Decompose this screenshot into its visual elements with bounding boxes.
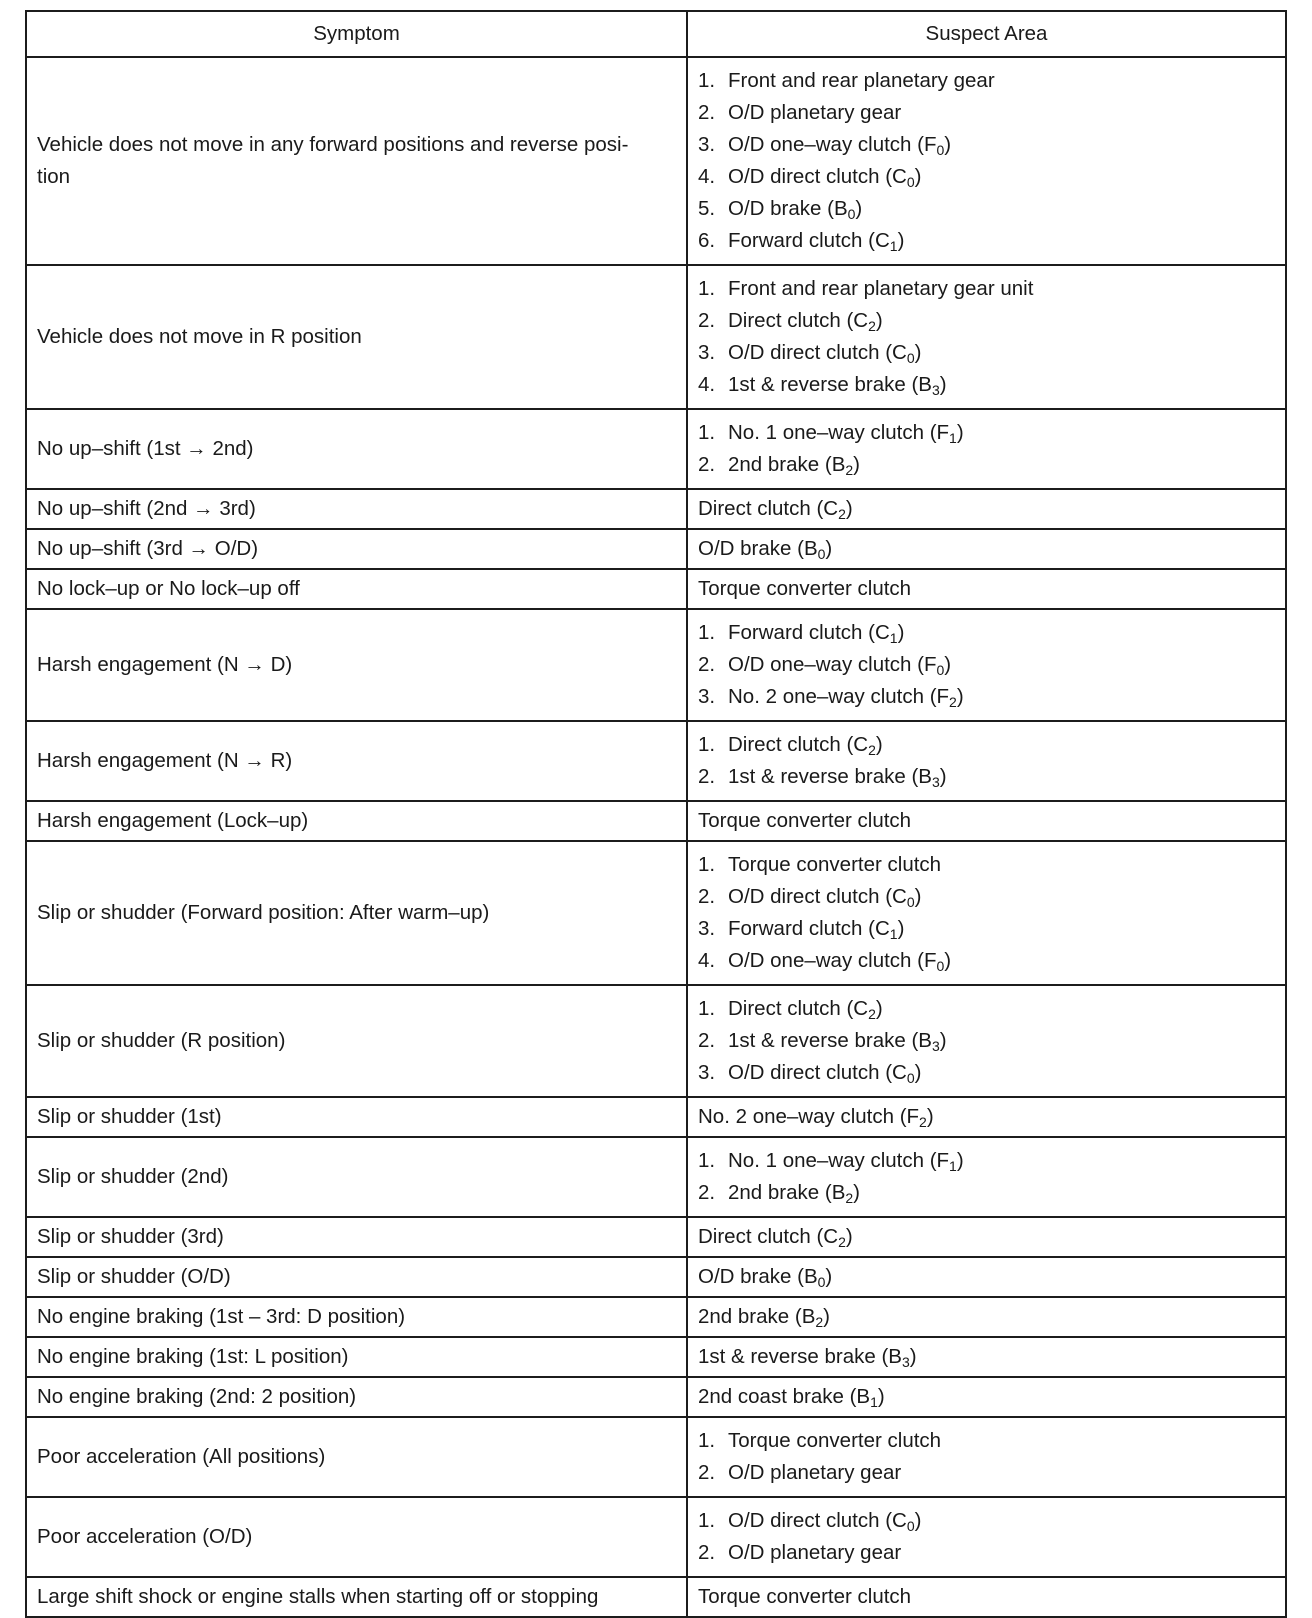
item-close-paren: ) [944, 653, 952, 676]
suspect-item [698, 1537, 1275, 1569]
item-subscript: 0 [906, 174, 915, 190]
suspect-item [698, 533, 1275, 565]
suspect-cell [687, 57, 1286, 265]
suspect-cell [687, 1097, 1286, 1137]
symptom-text: Vehicle does not move in R position [37, 325, 362, 348]
suspect-cell [687, 1497, 1286, 1577]
symptom-cell [26, 569, 687, 609]
table-row [26, 1417, 1286, 1497]
symptom-text: No lock–up or No lock–up off [37, 577, 300, 600]
item-subscript: 3 [931, 382, 940, 398]
symptom-text: No up–shift (1st → 2nd) [37, 437, 254, 460]
suspect-cell [687, 1337, 1286, 1377]
item-number: 3. [698, 685, 716, 708]
item-number: 3. [698, 133, 716, 156]
symptom-text: No engine braking (2nd: 2 position) [37, 1385, 357, 1408]
item-subscript: 2 [845, 1190, 854, 1206]
table-row [26, 1377, 1286, 1417]
suspect-item [698, 1145, 1275, 1177]
suspect-item [698, 993, 1275, 1025]
item-text: O/D direct clutch (C [728, 1509, 907, 1532]
item-number: 2. [698, 453, 716, 476]
symptom-cell [26, 1137, 687, 1217]
item-close-paren: ) [897, 621, 905, 644]
symptom-cell [26, 841, 687, 985]
item-close-paren: ) [914, 1061, 922, 1084]
item-close-paren: ) [825, 1265, 833, 1288]
suspect-cell [687, 569, 1286, 609]
item-text: No. 2 one–way clutch (F [698, 1105, 920, 1128]
item-close-paren: ) [939, 1029, 947, 1052]
suspect-item [698, 1581, 1275, 1613]
table-row [26, 489, 1286, 529]
table-row [26, 265, 1286, 409]
table-row [26, 57, 1286, 265]
symptom-cell [26, 265, 687, 409]
item-subscript: 2 [949, 694, 957, 710]
suspect-item [698, 1101, 1275, 1133]
item-number: 5. [698, 197, 716, 220]
suspect-item [698, 1057, 1275, 1089]
suspect-item [698, 305, 1275, 337]
item-text: 1st & reverse brake (B [728, 373, 932, 396]
item-text: O/D one–way clutch (F [728, 133, 937, 156]
item-close-paren: ) [939, 373, 947, 396]
suspect-item [698, 193, 1275, 225]
item-subscript: 1 [949, 1158, 957, 1174]
table-row [26, 1497, 1286, 1577]
item-text: Forward clutch (C [728, 621, 890, 644]
symptom-cell [26, 609, 687, 721]
suspect-item [698, 1025, 1275, 1057]
suspect-cell [687, 409, 1286, 489]
suspect-item [698, 945, 1275, 977]
symptom-text: No engine braking (1st: L position) [37, 1345, 349, 1368]
symptom-text: Harsh engagement (N → D) [37, 653, 293, 676]
symptom-text: Slip or shudder (2nd) [37, 1165, 229, 1188]
item-close-paren: ) [914, 885, 922, 908]
item-close-paren: ) [875, 733, 883, 756]
symptom-text: No up–shift (3rd → O/D) [37, 537, 259, 560]
item-number: 1. [698, 997, 716, 1020]
suspect-item [698, 1505, 1275, 1537]
item-number: 1. [698, 1149, 716, 1172]
item-text: No. 1 one–way clutch (F [728, 421, 950, 444]
item-text: O/D one–way clutch (F [728, 949, 937, 972]
symptom-cell [26, 721, 687, 801]
table-row [26, 1097, 1286, 1137]
symptom-text: Harsh engagement (N → R) [37, 749, 293, 772]
suspect-item [698, 1425, 1275, 1457]
item-close-paren: ) [853, 453, 860, 476]
symptom-cell [26, 1217, 687, 1257]
item-subscript: 1 [889, 926, 898, 942]
item-subscript: 2 [868, 1006, 876, 1022]
item-text: 1st & reverse brake (B [698, 1345, 902, 1368]
table-row [26, 1137, 1286, 1217]
item-text: Front and rear planetary gear [728, 69, 995, 92]
item-subscript: 2 [838, 1234, 846, 1250]
item-close-paren: ) [823, 1305, 830, 1328]
suspect-cell [687, 1217, 1286, 1257]
item-text: Torque converter clutch [698, 577, 912, 600]
table-row [26, 1337, 1286, 1377]
item-number: 2. [698, 1181, 716, 1204]
suspect-item [698, 617, 1275, 649]
item-close-paren: ) [875, 997, 883, 1020]
item-text: O/D planetary gear [728, 1461, 902, 1484]
suspect-item [698, 913, 1275, 945]
symptom-text: Harsh engagement (Lock–up) [37, 809, 309, 832]
item-text: Forward clutch (C [728, 917, 890, 940]
item-close-paren: ) [897, 917, 905, 940]
symptom-cell [26, 1497, 687, 1577]
symptom-text: Poor acceleration (All positions) [37, 1445, 326, 1468]
symptom-cell [26, 529, 687, 569]
item-subscript: 0 [906, 1070, 915, 1086]
suspect-item [698, 97, 1275, 129]
suspect-item [698, 417, 1275, 449]
suspect-item [698, 1457, 1275, 1489]
suspect-cell [687, 1377, 1286, 1417]
table-row [26, 801, 1286, 841]
suspect-cell [687, 1417, 1286, 1497]
item-text: Forward clutch (C [728, 229, 890, 252]
item-number: 4. [698, 373, 716, 396]
symptom-text: No engine braking (1st – 3rd: D position) [37, 1305, 406, 1328]
item-close-paren: ) [845, 497, 853, 520]
item-close-paren: ) [956, 1149, 964, 1172]
item-subscript: 3 [901, 1354, 910, 1370]
symptom-cell [26, 1257, 687, 1297]
item-number: 1. [698, 1509, 716, 1532]
item-text: No. 2 one–way clutch (F [728, 685, 950, 708]
item-subscript: 2 [919, 1114, 927, 1130]
item-subscript: 0 [817, 546, 826, 562]
item-subscript: 1 [870, 1394, 878, 1410]
item-text: Torque converter clutch [728, 853, 942, 876]
item-number: 2. [698, 101, 716, 124]
symptom-cell [26, 1377, 687, 1417]
item-close-paren: ) [825, 537, 833, 560]
item-text: O/D planetary gear [728, 1541, 902, 1564]
item-close-paren: ) [939, 765, 947, 788]
table-row [26, 609, 1286, 721]
header-row [26, 11, 1286, 57]
item-text: O/D direct clutch (C [728, 1061, 907, 1084]
item-subscript: 3 [931, 774, 940, 790]
item-subscript: 0 [906, 894, 915, 910]
suspect-cell [687, 841, 1286, 985]
suspect-item [698, 1341, 1275, 1373]
item-number: 3. [698, 917, 716, 940]
symptom-cell [26, 57, 687, 265]
item-close-paren: ) [845, 1225, 853, 1248]
item-subscript: 2 [868, 318, 876, 334]
item-subscript: 1 [949, 430, 957, 446]
item-text: 2nd brake (B [698, 1305, 816, 1328]
suspect-cell [687, 529, 1286, 569]
suspect-item [698, 337, 1275, 369]
item-subscript: 2 [815, 1314, 824, 1330]
item-number: 2. [698, 1029, 716, 1052]
item-close-paren: ) [944, 133, 952, 156]
table-body [26, 57, 1286, 1617]
item-close-paren: ) [855, 197, 863, 220]
suspect-cell [687, 489, 1286, 529]
item-text: O/D direct clutch (C [728, 341, 907, 364]
header-suspect-area: Suspect Area [687, 11, 1286, 57]
symptom-cell [26, 1417, 687, 1497]
item-number: 2. [698, 1541, 716, 1564]
suspect-item [698, 729, 1275, 761]
symptom-text: Slip or shudder (1st) [37, 1105, 222, 1128]
suspect-item [698, 493, 1275, 525]
item-text: No. 1 one–way clutch (F [728, 1149, 950, 1172]
item-text: 1st & reverse brake (B [728, 1029, 932, 1052]
item-text: 2nd coast brake (B [698, 1385, 871, 1408]
suspect-item [698, 1261, 1275, 1293]
item-subscript: 0 [906, 1518, 915, 1534]
symptom-text: No up–shift (2nd → 3rd) [37, 497, 256, 520]
item-number: 2. [698, 1461, 716, 1484]
item-number: 2. [698, 309, 716, 332]
item-text: O/D brake (B [698, 1265, 818, 1288]
symptom-cell [26, 1337, 687, 1377]
item-subscript: 0 [936, 142, 945, 158]
item-subscript: 0 [936, 662, 945, 678]
item-text: 1st & reverse brake (B [728, 765, 932, 788]
suspect-cell [687, 609, 1286, 721]
suspect-cell [687, 1137, 1286, 1217]
item-text: Torque converter clutch [698, 1585, 912, 1608]
item-subscript: 0 [817, 1274, 826, 1290]
item-text: Direct clutch (C [698, 497, 839, 520]
symptom-text: Large shift shock or engine stalls when starting off or stopping [37, 1585, 599, 1608]
item-close-paren: ) [914, 341, 922, 364]
symptom-text: Slip or shudder (O/D) [37, 1265, 231, 1288]
item-number: 2. [698, 765, 716, 788]
item-close-paren: ) [956, 685, 964, 708]
symptom-cell [26, 409, 687, 489]
table-row [26, 1297, 1286, 1337]
item-number: 1. [698, 277, 716, 300]
suspect-item [698, 369, 1275, 401]
item-text: Direct clutch (C [728, 733, 869, 756]
suspect-item [698, 849, 1275, 881]
item-text: O/D one–way clutch (F [728, 653, 937, 676]
suspect-item [698, 129, 1275, 161]
item-subscript: 0 [906, 350, 915, 366]
symptom-text: Vehicle does not move in any forward positions and reverse posi- tion [37, 133, 629, 188]
suspect-item [698, 649, 1275, 681]
item-close-paren: ) [956, 421, 964, 444]
suspect-item [698, 1177, 1275, 1209]
table-row [26, 985, 1286, 1097]
item-subscript: 0 [847, 206, 856, 222]
item-text: 2nd brake (B [728, 453, 846, 476]
item-text: Direct clutch (C [698, 1225, 839, 1248]
item-number: 2. [698, 885, 716, 908]
item-number: 1. [698, 1429, 716, 1452]
suspect-item [698, 273, 1275, 305]
item-text: Torque converter clutch [698, 809, 912, 832]
suspect-item [698, 681, 1275, 713]
item-number: 3. [698, 341, 716, 364]
item-number: 3. [698, 1061, 716, 1084]
symptom-cell [26, 1577, 687, 1617]
item-number: 4. [698, 949, 716, 972]
suspect-cell [687, 265, 1286, 409]
item-close-paren: ) [926, 1105, 934, 1128]
header-symptom: Symptom [26, 11, 687, 57]
suspect-item [698, 449, 1275, 481]
item-text: O/D planetary gear [728, 101, 902, 124]
item-text: Direct clutch (C [728, 997, 869, 1020]
item-number: 1. [698, 69, 716, 92]
item-close-paren: ) [914, 1509, 922, 1532]
item-subscript: 1 [889, 238, 898, 254]
suspect-cell [687, 985, 1286, 1097]
table-row [26, 721, 1286, 801]
item-close-paren: ) [853, 1181, 860, 1204]
item-number: 1. [698, 421, 716, 444]
table-row [26, 1577, 1286, 1617]
item-number: 1. [698, 621, 716, 644]
symptom-text: Poor acceleration (O/D) [37, 1525, 253, 1548]
symptom-text: Slip or shudder (R position) [37, 1029, 286, 1052]
item-number: 4. [698, 165, 716, 188]
suspect-item [698, 1381, 1275, 1413]
item-subscript: 2 [838, 506, 846, 522]
suspect-item [698, 161, 1275, 193]
table-row [26, 841, 1286, 985]
suspect-cell [687, 801, 1286, 841]
item-subscript: 2 [868, 742, 876, 758]
table-row [26, 1217, 1286, 1257]
item-number: 2. [698, 653, 716, 676]
suspect-item [698, 805, 1275, 837]
item-close-paren: ) [909, 1345, 917, 1368]
item-number: 6. [698, 229, 716, 252]
suspect-item [698, 65, 1275, 97]
suspect-item [698, 1221, 1275, 1253]
table-row [26, 1257, 1286, 1297]
table-row [26, 409, 1286, 489]
item-close-paren: ) [944, 949, 952, 972]
suspect-item [698, 1301, 1275, 1333]
item-text: 2nd brake (B [728, 1181, 846, 1204]
suspect-cell [687, 1577, 1286, 1617]
item-close-paren: ) [875, 309, 883, 332]
item-text: O/D brake (B [728, 197, 848, 220]
suspect-item [698, 225, 1275, 257]
suspect-item [698, 573, 1275, 605]
item-close-paren: ) [877, 1385, 885, 1408]
item-number: 1. [698, 853, 716, 876]
suspect-cell [687, 1257, 1286, 1297]
symptom-text: Slip or shudder (3rd) [37, 1225, 224, 1248]
item-subscript: 1 [889, 630, 898, 646]
table-row [26, 529, 1286, 569]
symptom-cell [26, 985, 687, 1097]
item-subscript: 3 [931, 1038, 940, 1054]
suspect-item [698, 881, 1275, 913]
item-text: O/D direct clutch (C [728, 165, 907, 188]
item-number: 1. [698, 733, 716, 756]
item-text: O/D brake (B [698, 537, 818, 560]
symptom-text: Slip or shudder (Forward position: After warm–up) [37, 901, 490, 924]
item-text: Direct clutch (C [728, 309, 869, 332]
symptom-cell [26, 489, 687, 529]
suspect-cell [687, 721, 1286, 801]
item-text: Front and rear planetary gear unit [728, 277, 1034, 300]
table-row [26, 569, 1286, 609]
symptom-cell [26, 801, 687, 841]
diagnosis-table [25, 10, 1287, 1618]
item-close-paren: ) [897, 229, 905, 252]
symptom-cell [26, 1297, 687, 1337]
item-subscript: 0 [936, 958, 945, 974]
symptom-cell [26, 1097, 687, 1137]
item-subscript: 2 [845, 462, 854, 478]
suspect-cell [687, 1297, 1286, 1337]
item-text: Torque converter clutch [728, 1429, 942, 1452]
suspect-item [698, 761, 1275, 793]
item-close-paren: ) [914, 165, 922, 188]
item-text: O/D direct clutch (C [728, 885, 907, 908]
